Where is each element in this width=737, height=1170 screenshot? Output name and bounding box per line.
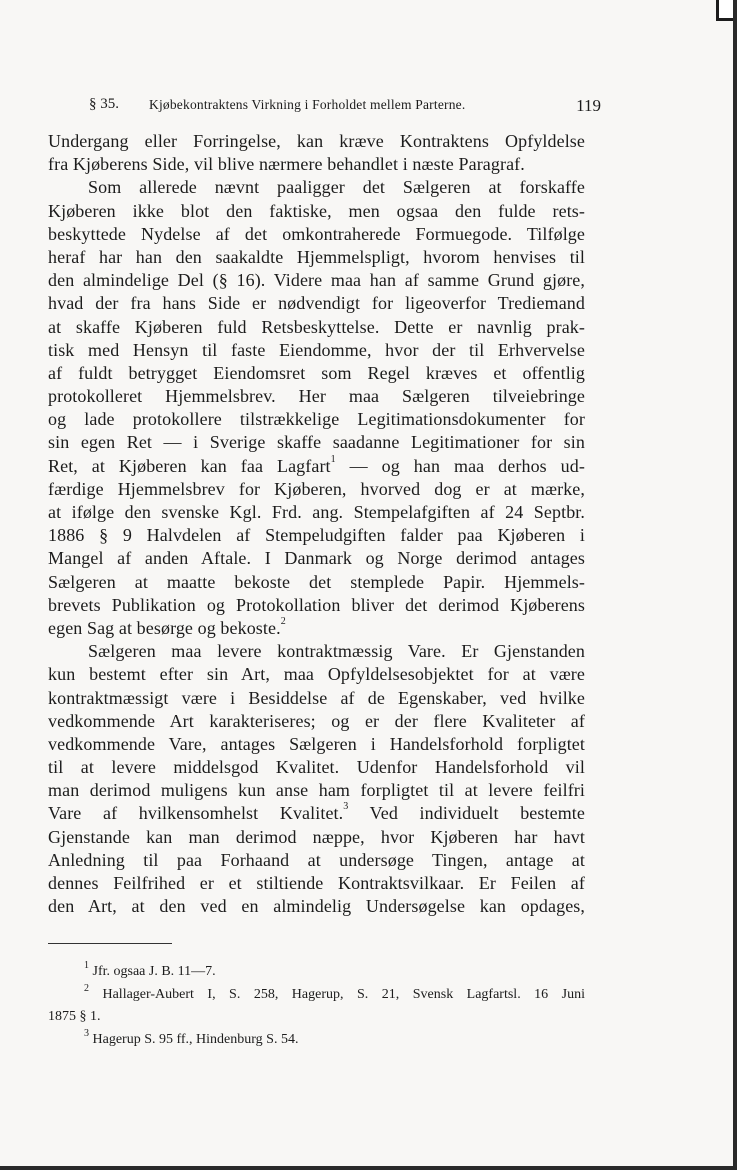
text-line: tisk med Hensyn til faste Eiendomme, hvor der til Erhvervelse bbox=[48, 339, 585, 360]
footnote-divider bbox=[48, 943, 172, 944]
text-line: Sælgeren maa levere kontraktmæssig Vare. Er Gjenstanden bbox=[88, 641, 585, 662]
footnote bbox=[48, 984, 585, 1007]
text-line bbox=[48, 617, 585, 640]
text-line: brevets Publikation og Protokollation bliver det derimod Kjøberens bbox=[48, 594, 585, 615]
text-line: af fuldt betrygget Eiendomsret som Regel kræves et offentlig bbox=[48, 362, 585, 383]
text-line: dennes Feilfrihed er et stiltiende Kontraktsvilkaar. Er Feilen af bbox=[48, 873, 585, 893]
text-line: at ifølge den svenske Kgl. Frd. ang. Stempelafgiften af 24 Septbr. bbox=[48, 502, 585, 522]
text-line: sin egen Ret — i Sverige skaffe saadanne Legitimationer for sin bbox=[48, 432, 585, 453]
text-line: 1886 § 9 Halvdelen af Stempeludgiften falder paa Kjøberen i bbox=[48, 525, 585, 546]
page-number: 119 bbox=[576, 96, 601, 115]
text-line: kontraktmæssigt være i Besiddelse af de Egenskaber, ved hvilke bbox=[48, 687, 585, 708]
running-header bbox=[89, 96, 601, 116]
text-line: vedkommende Vare, antages Sælgeren i Handelsforhold forpligtet bbox=[48, 733, 585, 754]
text-line: og lade protokollere tilstrækkelige Legitimationsdokumenter for bbox=[48, 409, 585, 430]
text-fragment: Ret, at Kjøberen kan faa Lagfart bbox=[48, 455, 331, 476]
text-line: Mangel af anden Aftale. I Danmark og Norge derimod antages bbox=[48, 548, 585, 569]
footnote-mark: 2 bbox=[280, 615, 286, 627]
text-line bbox=[48, 802, 585, 825]
text-line: Undergang eller Forringelse, kan kræve Kontraktens Opfyldelse bbox=[48, 131, 585, 151]
footnote-number: 1 bbox=[84, 960, 89, 971]
footnote bbox=[48, 961, 585, 984]
text-line: færdige Hjemmelsbrev for Kjøberen, hvorved dog er at mærke, bbox=[48, 478, 585, 499]
footnote-text: Hallager-Aubert I, S. 258, Hagerup, S. 21, Svensk Lagfartsl. 16 Juni bbox=[102, 986, 586, 1002]
footnote-number: 3 bbox=[84, 1027, 89, 1039]
text-line: Gjenstande kan man derimod næppe, hvor Kjøberen har havt bbox=[48, 826, 585, 847]
text-line: heraf har han den saakaldte Hjemmelspligt, hvorom henvises til bbox=[48, 246, 585, 267]
text-line: man derimod muligens kun anse ham forpligtet til at levere feilfri bbox=[48, 780, 585, 801]
text-fragment: egen Sag at besørge og bekoste. bbox=[48, 617, 281, 638]
footnote bbox=[48, 1029, 585, 1052]
text-fragment: — og han maa derhos ud- bbox=[349, 455, 585, 476]
body-text bbox=[48, 130, 585, 918]
text-line: vedkommende Art karakteriseres; og er der flere Kvaliteter af bbox=[48, 710, 585, 731]
footnote-text: Hagerup S. 95 ff., Hindenburg S. 54. bbox=[92, 1031, 299, 1047]
text-fragment: Ved individuelt bestemte bbox=[369, 803, 585, 824]
footnote-mark: 1 bbox=[330, 453, 336, 465]
text-line: hvad der fra hans Side er nødvendigt for ligeoverfor Trediemand bbox=[48, 293, 585, 314]
text-line: fra Kjøberens Side, vil blive nærmere behandlet i næste Paragraf. bbox=[48, 154, 525, 175]
text-line: Kjøberen ikke blot den faktiske, men ogsaa den fulde rets- bbox=[48, 200, 585, 221]
footnote-number: 2 bbox=[84, 982, 89, 994]
text-line: Anledning til paa Forhaand at undersøge Tingen, antage at bbox=[48, 849, 585, 870]
text-line: beskyttede Nydelse af det omkontraherede Formuegode. Tilfølge bbox=[48, 223, 585, 244]
text-line: protokolleret Hjemmelsbrev. Her maa Sælgeren tilveiebringe bbox=[48, 386, 585, 407]
text-line: den Art, at den ved en almindelig Undersøgelse kan opdages, bbox=[48, 896, 585, 917]
text-line: at skaffe Kjøberen fuld Retsbeskyttelse. Dette er navnlig prak- bbox=[48, 316, 585, 337]
text-line: Sælgeren at maatte bekoste det stemplede Papir. Hjemmels- bbox=[48, 571, 585, 592]
footnote-text: Jfr. ogsaa J. B. 11—7. bbox=[92, 964, 216, 979]
footnote-mark: 3 bbox=[343, 801, 349, 813]
text-line: til at levere middelsgod Kvalitet. Udenfor Handelsforhold vil bbox=[48, 757, 585, 778]
footnotes bbox=[48, 961, 585, 1051]
section-number: § 35. bbox=[89, 96, 119, 112]
text-line: Som allerede nævnt paaligger det Sælgeren at forskaffe bbox=[88, 177, 585, 198]
footnote-continuation: 1875 § 1. bbox=[48, 1009, 101, 1024]
page-corner-mark bbox=[716, 0, 733, 21]
text-line: kun bestemt efter sin Art, maa Opfyldelsesobjektet for at være bbox=[48, 664, 585, 685]
text-fragment: Vare af hvilkensomhelst Kvalitet. bbox=[48, 803, 344, 824]
running-title: Kjøbekontraktens Virkning i Forholdet mellem Parterne. bbox=[149, 97, 466, 112]
text-line bbox=[48, 455, 585, 478]
text-line: den almindelige Del (§ 16). Videre maa han af samme Grund gjøre, bbox=[48, 270, 585, 291]
